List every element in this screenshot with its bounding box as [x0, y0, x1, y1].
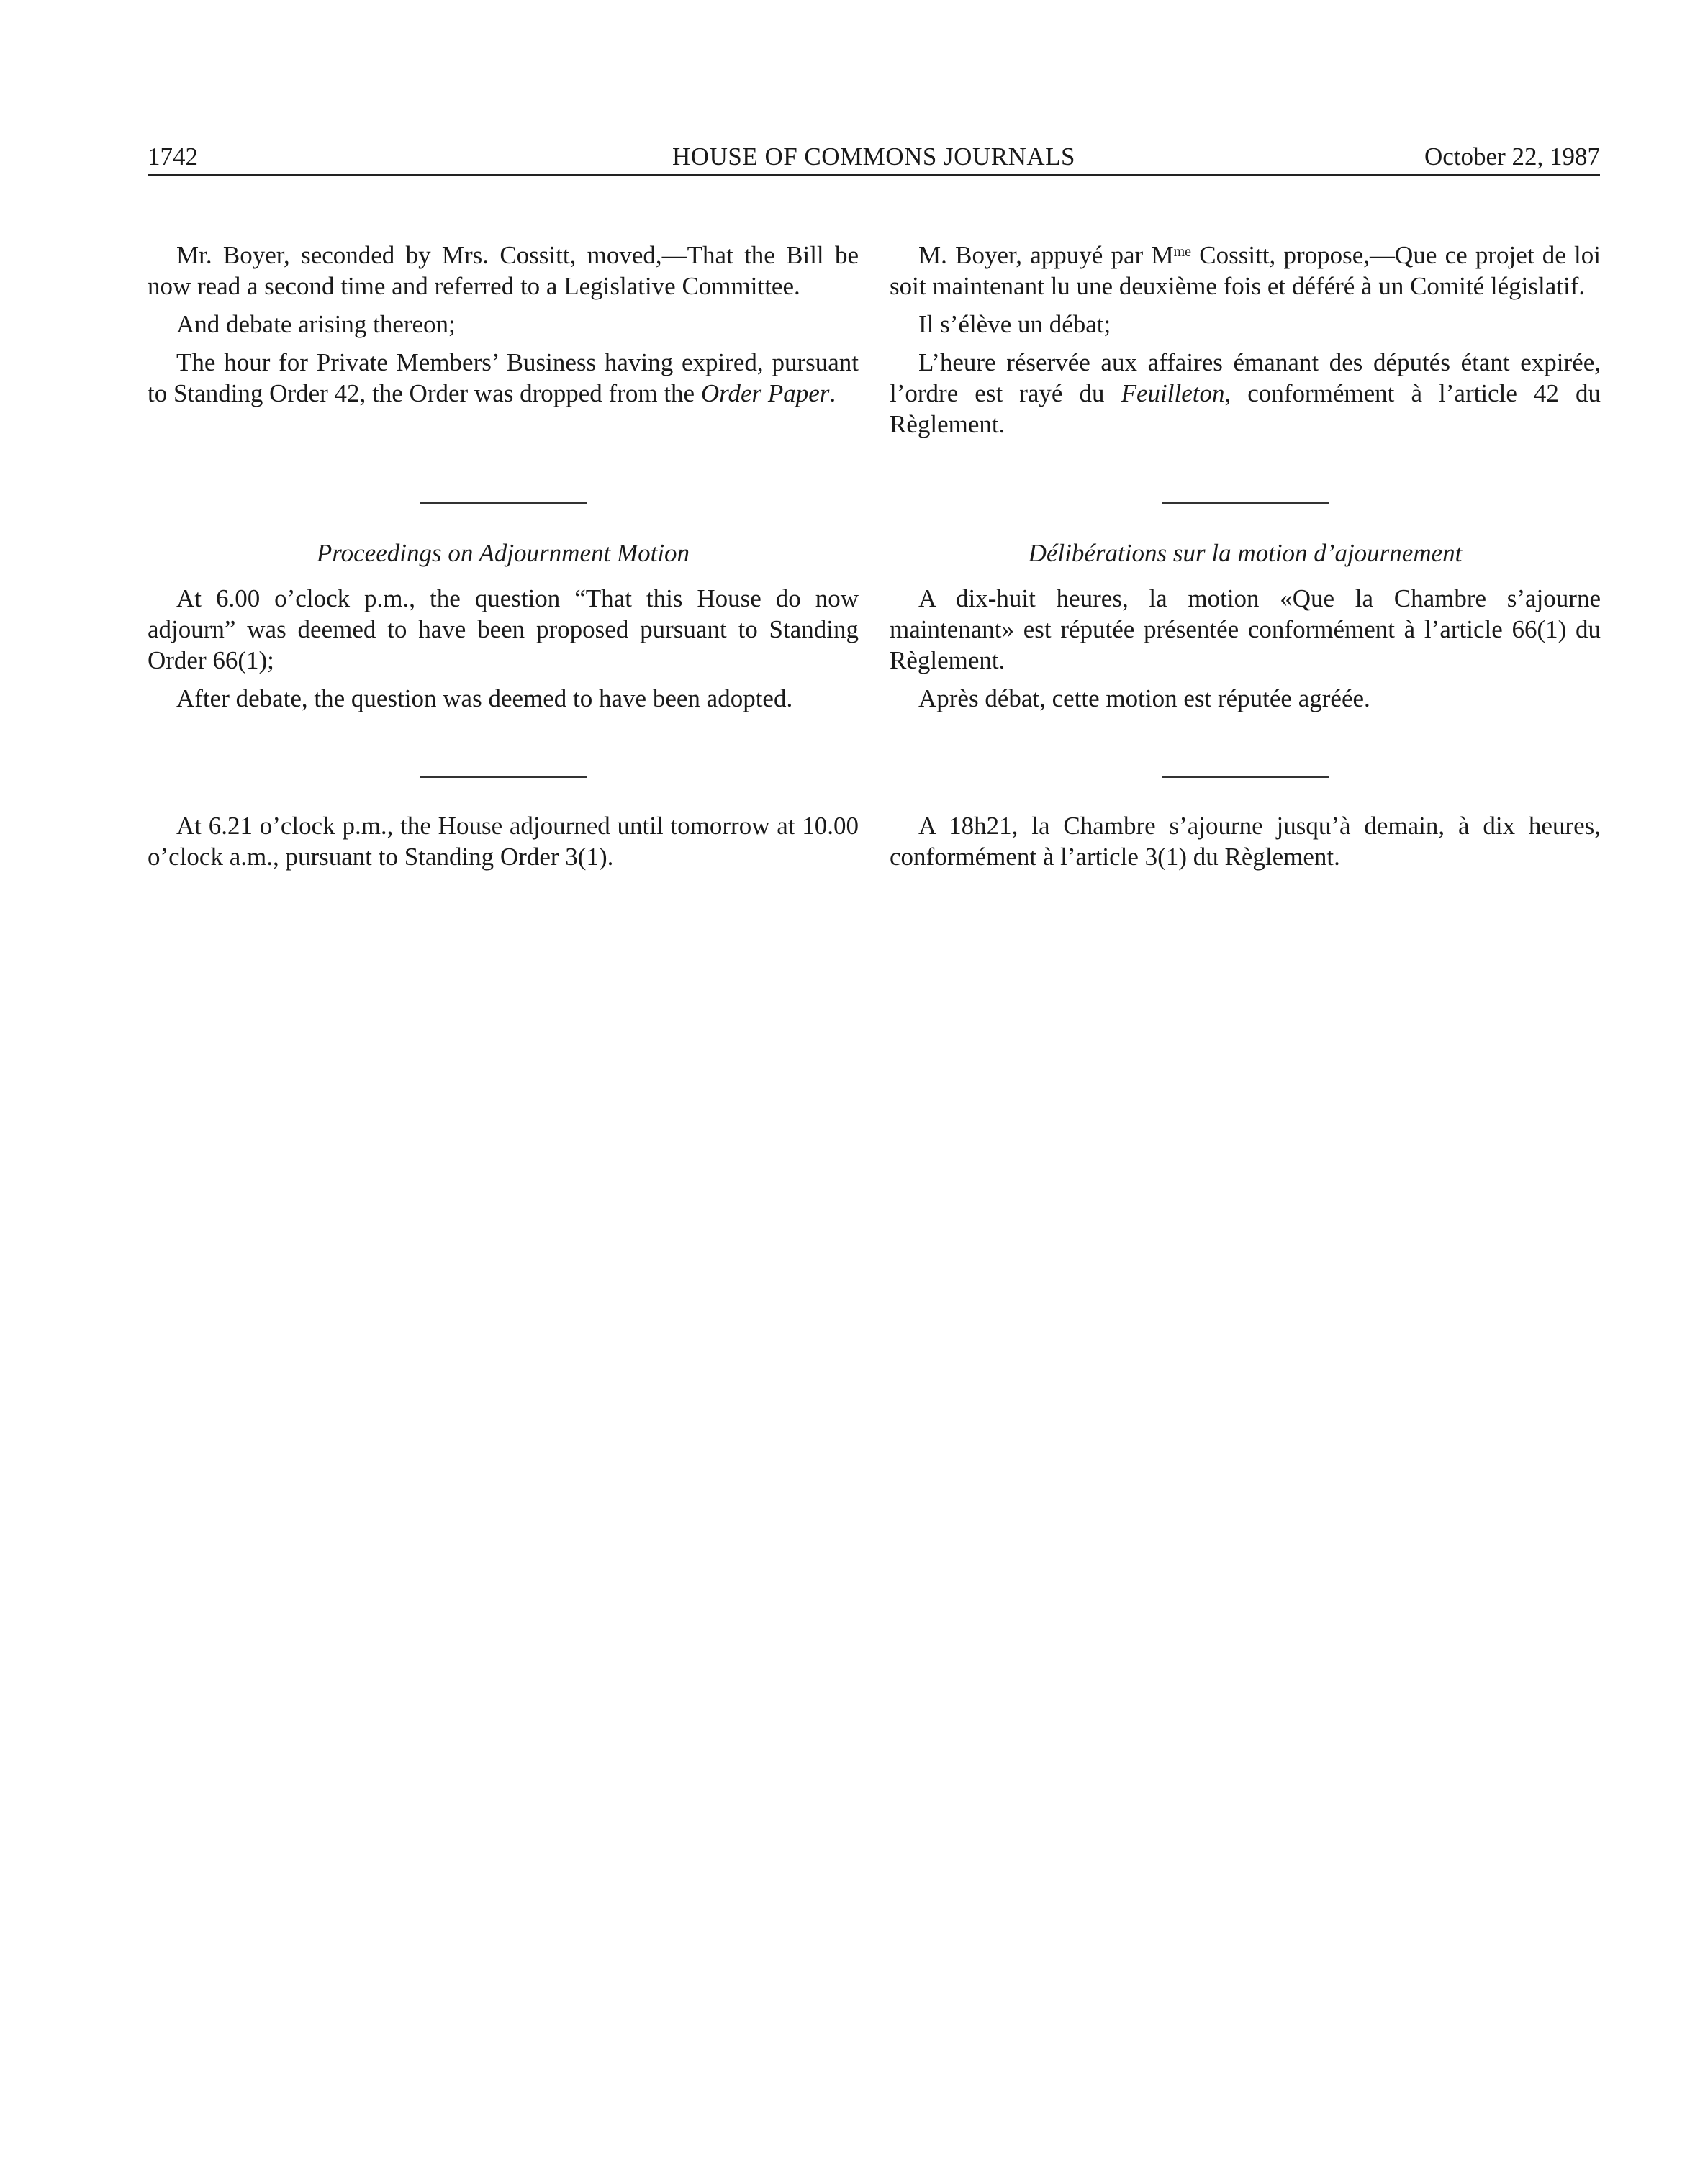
- english-question-paragraph: At 6.00 o’clock p.m., the question “That this House do now adjourn” was deemed to have been proposed pursuant to Standing Order 66(1);: [148, 584, 859, 674]
- french-block-bill-motion: [890, 240, 1601, 440]
- page-header: [148, 140, 1600, 176]
- french-debate-paragraph: Il s’élève un débat;: [918, 310, 1111, 338]
- journal-date: October 22, 1987: [1424, 142, 1600, 171]
- section-divider: [1162, 776, 1329, 778]
- english-block-adjournment: [148, 810, 859, 872]
- feuilleton-title: Feuilleton: [1121, 379, 1225, 407]
- french-adjourned-paragraph: A 18h21, la Chambre s’ajourne jusqu’à demain, à dix heures, conformément à l’article 3(1) du Règlement.: [890, 812, 1601, 871]
- journal-title: HOUSE OF COMMONS JOURNALS: [672, 142, 1075, 171]
- english-section-heading: Proceedings on Adjournment Motion: [316, 539, 690, 567]
- section-divider: [420, 776, 587, 778]
- french-section-heading: Délibérations sur la motion d’ajournement: [1028, 539, 1463, 567]
- page-number: 1742: [148, 142, 198, 171]
- french-expired-paragraph: L’heure réservée aux affaires émanant des députés étant expirée, l’ordre est rayé du Feuilleton, conformément à l’article 42 du Règlement.: [890, 348, 1601, 438]
- english-motion-paragraph: Mr. Boyer, seconded by Mrs. Cossitt, moved,—That the Bill be now read a second time and referred to a Legislative Committee.: [148, 241, 859, 300]
- french-question-paragraph: A dix-huit heures, la motion «Que la Chambre s’ajourne maintenant» est réputée présentée conformément à l’article 66(1) du Règlement.: [890, 584, 1601, 674]
- english-debate-paragraph: And debate arising thereon;: [176, 310, 456, 338]
- section-divider: [1162, 502, 1329, 504]
- french-motion-paragraph: M. Boyer, appuyé par $M^{me}$ Cossitt, propose,—Que ce projet de loi soit maintenant lu une deuxième fois et déféré à un Comité législatif.: [890, 241, 1601, 300]
- section-divider: [420, 502, 587, 504]
- english-adopted-paragraph: After debate, the question was deemed to have been adopted.: [176, 684, 793, 712]
- english-expired-paragraph: The hour for Private Members’ Business having expired, pursuant to Standing Order 42, the Order was dropped from the Order Paper.: [148, 348, 859, 407]
- french-block-adjournment-proceedings: [890, 538, 1601, 714]
- french-block-adjournment: [890, 810, 1601, 872]
- english-adjourned-paragraph: At 6.21 o’clock p.m., the House adjourned until tomorrow at 10.00 o’clock a.m., pursuant to Standing Order 3(1).: [148, 812, 859, 871]
- english-block-bill-motion: [148, 240, 859, 409]
- french-adopted-paragraph: Après débat, cette motion est réputée agréée.: [918, 684, 1370, 712]
- english-block-adjournment-proceedings: [148, 538, 859, 714]
- order-paper-title: Order Paper: [700, 379, 830, 407]
